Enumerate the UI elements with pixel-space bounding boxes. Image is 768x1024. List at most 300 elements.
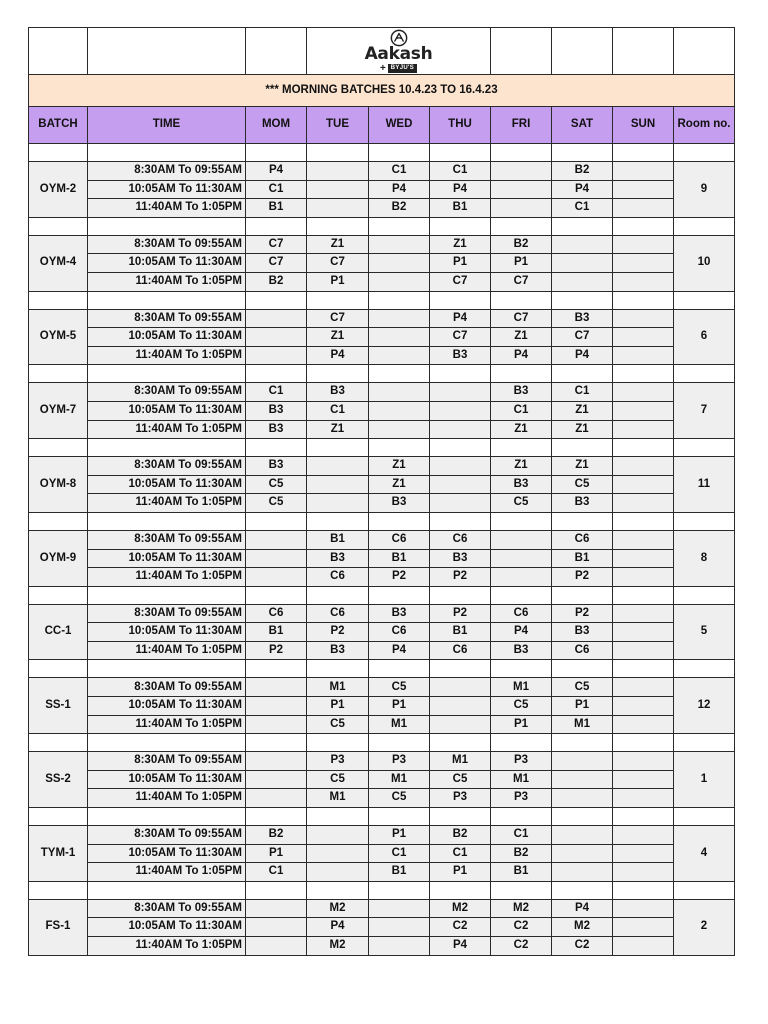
subject-cell-tue: C5	[307, 770, 369, 789]
room-number: 6	[674, 309, 735, 365]
subject-cell-thu: B3	[430, 549, 491, 568]
spacer-cell	[369, 217, 430, 235]
subject-cell-sat: B3	[552, 494, 613, 513]
subject-cell-mom	[246, 752, 307, 771]
subject-cell-wed	[369, 937, 430, 956]
spacer-row	[29, 808, 735, 826]
subject-cell-mom: P2	[246, 641, 307, 660]
subject-cell-fri: B1	[491, 863, 552, 882]
batch-name: FS-1	[29, 899, 88, 955]
subject-cell-sun	[613, 383, 674, 402]
subject-cell-fri: M1	[491, 678, 552, 697]
spacer-cell	[307, 734, 369, 752]
subject-cell-sat	[552, 844, 613, 863]
spacer-cell	[430, 291, 491, 309]
subject-cell-sat: C6	[552, 641, 613, 660]
spacer-cell	[307, 217, 369, 235]
slot-time: 11:40AM To 1:05PM	[88, 863, 246, 882]
subject-cell-sat: P2	[552, 604, 613, 623]
subject-cell-sat: C2	[552, 937, 613, 956]
spacer-cell	[88, 808, 246, 826]
logo-cell	[307, 28, 491, 75]
subject-cell-sun	[613, 715, 674, 734]
spacer-cell	[674, 217, 735, 235]
spacer-cell	[674, 734, 735, 752]
col-header-room: Room no.	[674, 107, 735, 144]
spacer-cell	[491, 808, 552, 826]
subject-cell-thu	[430, 678, 491, 697]
subject-cell-thu	[430, 420, 491, 439]
subject-cell-sun	[613, 568, 674, 587]
spacer-cell	[613, 734, 674, 752]
spacer-cell	[674, 291, 735, 309]
spacer-row	[29, 586, 735, 604]
subject-cell-mom	[246, 770, 307, 789]
spacer-cell	[29, 439, 88, 457]
spacer-cell	[246, 144, 307, 162]
slot-time: 8:30AM To 09:55AM	[88, 309, 246, 328]
subject-cell-mom: B2	[246, 272, 307, 291]
slot-time: 10:05AM To 11:30AM	[88, 401, 246, 420]
subject-cell-sun	[613, 937, 674, 956]
slot-time: 10:05AM To 11:30AM	[88, 770, 246, 789]
slot-time: 10:05AM To 11:30AM	[88, 697, 246, 716]
subject-cell-sat	[552, 254, 613, 273]
subject-cell-wed: P1	[369, 697, 430, 716]
table-row	[29, 826, 735, 845]
subject-cell-wed	[369, 328, 430, 347]
subject-cell-fri: P3	[491, 789, 552, 808]
table-row	[29, 899, 735, 918]
subject-cell-sat	[552, 789, 613, 808]
logo-spacer-cell	[674, 28, 735, 75]
spacer-cell	[246, 660, 307, 678]
table-row	[29, 272, 735, 291]
spacer-row	[29, 512, 735, 530]
subject-cell-fri: B3	[491, 383, 552, 402]
subject-cell-sun	[613, 420, 674, 439]
spacer-cell	[369, 808, 430, 826]
table-row	[29, 494, 735, 513]
batch-name: TYM-1	[29, 826, 88, 882]
subject-cell-fri: M1	[491, 770, 552, 789]
subject-cell-thu: B1	[430, 199, 491, 218]
subject-cell-sat	[552, 272, 613, 291]
subject-cell-wed	[369, 309, 430, 328]
subject-cell-thu	[430, 383, 491, 402]
subject-cell-thu: M1	[430, 752, 491, 771]
spacer-cell	[29, 291, 88, 309]
spacer-cell	[307, 881, 369, 899]
subject-cell-mom	[246, 899, 307, 918]
spacer-cell	[307, 512, 369, 530]
spacer-cell	[430, 365, 491, 383]
spacer-cell	[246, 808, 307, 826]
spacer-cell	[88, 734, 246, 752]
spacer-cell	[246, 365, 307, 383]
subject-cell-thu: P1	[430, 254, 491, 273]
spacer-cell	[491, 586, 552, 604]
spacer-cell	[430, 144, 491, 162]
subject-cell-sun	[613, 272, 674, 291]
spacer-cell	[246, 512, 307, 530]
subject-cell-sun	[613, 309, 674, 328]
spacer-cell	[369, 586, 430, 604]
spacer-row	[29, 144, 735, 162]
subject-cell-fri: C2	[491, 918, 552, 937]
slot-time: 8:30AM To 09:55AM	[88, 530, 246, 549]
subject-cell-thu: Z1	[430, 235, 491, 254]
subject-cell-tue	[307, 457, 369, 476]
subject-cell-fri: C2	[491, 937, 552, 956]
subject-cell-sat: P4	[552, 346, 613, 365]
subject-cell-thu: C7	[430, 328, 491, 347]
spacer-cell	[674, 512, 735, 530]
spacer-row	[29, 439, 735, 457]
spacer-cell	[88, 881, 246, 899]
spacer-cell	[674, 586, 735, 604]
spacer-cell	[674, 660, 735, 678]
subject-cell-tue: Z1	[307, 235, 369, 254]
subject-cell-mom	[246, 346, 307, 365]
subject-cell-sun	[613, 918, 674, 937]
subject-cell-thu: P2	[430, 568, 491, 587]
batch-name: OYM-9	[29, 530, 88, 586]
spacer-cell	[552, 144, 613, 162]
spacer-cell	[29, 734, 88, 752]
subject-cell-sun	[613, 826, 674, 845]
subject-cell-sat: C5	[552, 678, 613, 697]
subject-cell-tue: P4	[307, 346, 369, 365]
table-row	[29, 752, 735, 771]
spacer-cell	[430, 439, 491, 457]
table-row	[29, 162, 735, 181]
subject-cell-fri	[491, 199, 552, 218]
room-number: 8	[674, 530, 735, 586]
spacer-cell	[430, 808, 491, 826]
subject-cell-mom	[246, 309, 307, 328]
spacer-cell	[88, 291, 246, 309]
subject-cell-mom: B1	[246, 199, 307, 218]
spacer-cell	[88, 144, 246, 162]
subject-cell-sun	[613, 475, 674, 494]
spacer-cell	[88, 365, 246, 383]
spacer-cell	[613, 217, 674, 235]
spacer-cell	[491, 365, 552, 383]
logo-row	[29, 28, 735, 75]
batch-name: OYM-4	[29, 235, 88, 291]
subject-cell-fri: C1	[491, 826, 552, 845]
spacer-cell	[369, 144, 430, 162]
title-row	[29, 75, 735, 107]
spacer-row	[29, 291, 735, 309]
subject-cell-thu: B2	[430, 826, 491, 845]
subject-cell-wed: C1	[369, 844, 430, 863]
spacer-cell	[430, 881, 491, 899]
subject-cell-tue: C1	[307, 401, 369, 420]
subject-cell-sat: C5	[552, 475, 613, 494]
table-row	[29, 770, 735, 789]
logo-spacer-cell	[491, 28, 552, 75]
subject-cell-mom	[246, 530, 307, 549]
subject-cell-thu: C2	[430, 918, 491, 937]
room-number: 10	[674, 235, 735, 291]
subject-cell-sat	[552, 826, 613, 845]
spacer-row	[29, 217, 735, 235]
subject-cell-sat	[552, 770, 613, 789]
spacer-cell	[369, 365, 430, 383]
subject-cell-tue	[307, 199, 369, 218]
col-header-thu: THU	[430, 107, 491, 144]
subject-cell-sat: B3	[552, 623, 613, 642]
subject-cell-wed	[369, 254, 430, 273]
subject-cell-tue	[307, 826, 369, 845]
spacer-cell	[29, 660, 88, 678]
subject-cell-sun	[613, 789, 674, 808]
table-row	[29, 457, 735, 476]
slot-time: 10:05AM To 11:30AM	[88, 549, 246, 568]
table-row	[29, 789, 735, 808]
subject-cell-mom: C5	[246, 494, 307, 513]
table-row	[29, 530, 735, 549]
subject-cell-sun	[613, 770, 674, 789]
brand-plus: +	[379, 62, 386, 74]
spacer-cell	[29, 512, 88, 530]
spacer-cell	[246, 586, 307, 604]
subject-cell-thu	[430, 457, 491, 476]
subject-cell-mom	[246, 789, 307, 808]
slot-time: 8:30AM To 09:55AM	[88, 678, 246, 697]
batch-name: SS-2	[29, 752, 88, 808]
col-header-fri: FRI	[491, 107, 552, 144]
batch-name: CC-1	[29, 604, 88, 660]
slot-time: 11:40AM To 1:05PM	[88, 494, 246, 513]
subject-cell-mom: P4	[246, 162, 307, 181]
table-row	[29, 937, 735, 956]
table-row	[29, 420, 735, 439]
spacer-cell	[613, 586, 674, 604]
subject-cell-wed: B2	[369, 199, 430, 218]
slot-time: 8:30AM To 09:55AM	[88, 383, 246, 402]
spacer-cell	[369, 439, 430, 457]
table-row	[29, 844, 735, 863]
spacer-cell	[246, 734, 307, 752]
slot-time: 8:30AM To 09:55AM	[88, 162, 246, 181]
table-row	[29, 623, 735, 642]
room-number: 4	[674, 826, 735, 882]
spacer-cell	[29, 808, 88, 826]
slot-time: 10:05AM To 11:30AM	[88, 254, 246, 273]
subject-cell-sat: Z1	[552, 401, 613, 420]
subject-cell-thu: C6	[430, 641, 491, 660]
spacer-cell	[613, 808, 674, 826]
subject-cell-sun	[613, 162, 674, 181]
subject-cell-sat: C7	[552, 328, 613, 347]
brand-logo	[307, 29, 490, 73]
subject-cell-fri	[491, 162, 552, 181]
subject-cell-mom	[246, 715, 307, 734]
table-row	[29, 715, 735, 734]
subject-cell-sun	[613, 530, 674, 549]
subject-cell-mom: B3	[246, 457, 307, 476]
subject-cell-tue: B3	[307, 383, 369, 402]
col-header-sun: SUN	[613, 107, 674, 144]
subject-cell-thu: B3	[430, 346, 491, 365]
brand-sub	[380, 64, 417, 73]
subject-cell-thu: B1	[430, 623, 491, 642]
spacer-row	[29, 734, 735, 752]
subject-cell-fri: B2	[491, 844, 552, 863]
subject-cell-mom	[246, 678, 307, 697]
subject-cell-sat: B2	[552, 162, 613, 181]
subject-cell-wed: B1	[369, 863, 430, 882]
subject-cell-sun	[613, 346, 674, 365]
spacer-cell	[674, 144, 735, 162]
subject-cell-thu: P2	[430, 604, 491, 623]
logo-spacer-cell	[29, 28, 88, 75]
spacer-cell	[369, 512, 430, 530]
subject-cell-tue	[307, 494, 369, 513]
subject-cell-thu: C7	[430, 272, 491, 291]
spacer-cell	[613, 660, 674, 678]
batch-name: OYM-8	[29, 457, 88, 513]
table-row	[29, 235, 735, 254]
subject-cell-tue: P4	[307, 918, 369, 937]
slot-time: 8:30AM To 09:55AM	[88, 826, 246, 845]
spacer-row	[29, 660, 735, 678]
spacer-cell	[552, 808, 613, 826]
subject-cell-sat: P4	[552, 180, 613, 199]
spacer-cell	[491, 439, 552, 457]
table-row	[29, 549, 735, 568]
table-row	[29, 254, 735, 273]
batch-name: OYM-2	[29, 162, 88, 218]
subject-cell-wed	[369, 272, 430, 291]
room-number: 5	[674, 604, 735, 660]
subject-cell-mom	[246, 568, 307, 587]
subject-cell-wed: B3	[369, 494, 430, 513]
subject-cell-fri	[491, 568, 552, 587]
spacer-cell	[491, 660, 552, 678]
subject-cell-mom: P1	[246, 844, 307, 863]
subject-cell-mom: B2	[246, 826, 307, 845]
spacer-cell	[613, 512, 674, 530]
subject-cell-tue	[307, 162, 369, 181]
spacer-cell	[552, 881, 613, 899]
spacer-cell	[674, 439, 735, 457]
spacer-cell	[552, 586, 613, 604]
subject-cell-sat	[552, 863, 613, 882]
subject-cell-mom: C7	[246, 235, 307, 254]
spacer-cell	[88, 439, 246, 457]
slot-time: 8:30AM To 09:55AM	[88, 752, 246, 771]
subject-cell-fri: Z1	[491, 420, 552, 439]
slot-time: 10:05AM To 11:30AM	[88, 623, 246, 642]
col-header-sat: SAT	[552, 107, 613, 144]
slot-time: 10:05AM To 11:30AM	[88, 918, 246, 937]
subject-cell-fri: P4	[491, 623, 552, 642]
subject-cell-wed: Z1	[369, 457, 430, 476]
brand-name: Aakash	[364, 44, 433, 64]
subject-cell-sat	[552, 235, 613, 254]
table-row	[29, 697, 735, 716]
subject-cell-sun	[613, 199, 674, 218]
subject-cell-mom: B1	[246, 623, 307, 642]
subject-cell-sat: P4	[552, 899, 613, 918]
spacer-cell	[491, 144, 552, 162]
subject-cell-tue: C6	[307, 568, 369, 587]
spacer-cell	[307, 365, 369, 383]
subject-cell-mom	[246, 937, 307, 956]
slot-time: 10:05AM To 11:30AM	[88, 475, 246, 494]
spacer-cell	[369, 881, 430, 899]
subject-cell-thu	[430, 494, 491, 513]
spacer-cell	[552, 365, 613, 383]
spacer-cell	[29, 217, 88, 235]
subject-cell-tue: Z1	[307, 328, 369, 347]
subject-cell-wed	[369, 383, 430, 402]
batch-name: SS-1	[29, 678, 88, 734]
spacer-cell	[430, 660, 491, 678]
subject-cell-thu: P1	[430, 863, 491, 882]
subject-cell-mom: C7	[246, 254, 307, 273]
slot-time: 8:30AM To 09:55AM	[88, 457, 246, 476]
room-number: 1	[674, 752, 735, 808]
subject-cell-wed: C5	[369, 678, 430, 697]
subject-cell-fri	[491, 549, 552, 568]
table-row	[29, 604, 735, 623]
subject-cell-sun	[613, 328, 674, 347]
subject-cell-sun	[613, 863, 674, 882]
room-number: 2	[674, 899, 735, 955]
subject-cell-fri: Z1	[491, 457, 552, 476]
spacer-cell	[430, 217, 491, 235]
col-header-tue: TUE	[307, 107, 369, 144]
subject-cell-fri: M2	[491, 899, 552, 918]
spacer-cell	[674, 808, 735, 826]
spacer-cell	[307, 808, 369, 826]
spacer-cell	[613, 365, 674, 383]
subject-cell-mom	[246, 328, 307, 347]
subject-cell-wed	[369, 401, 430, 420]
subject-cell-sat: P1	[552, 697, 613, 716]
spacer-cell	[29, 881, 88, 899]
subject-cell-sat: P2	[552, 568, 613, 587]
subject-cell-wed	[369, 899, 430, 918]
subject-cell-wed: P4	[369, 641, 430, 660]
col-header-batch: BATCH	[29, 107, 88, 144]
table-row	[29, 401, 735, 420]
slot-time: 11:40AM To 1:05PM	[88, 272, 246, 291]
slot-time: 11:40AM To 1:05PM	[88, 641, 246, 660]
column-header-row	[29, 107, 735, 144]
subject-cell-tue: B1	[307, 530, 369, 549]
room-number: 9	[674, 162, 735, 218]
subject-cell-tue: M2	[307, 937, 369, 956]
subject-cell-wed	[369, 420, 430, 439]
subject-cell-thu: C5	[430, 770, 491, 789]
subject-cell-tue: C7	[307, 309, 369, 328]
spacer-cell	[307, 439, 369, 457]
subject-cell-tue: P1	[307, 697, 369, 716]
subject-cell-tue: Z1	[307, 420, 369, 439]
subject-cell-sun	[613, 235, 674, 254]
subject-cell-sat: Z1	[552, 420, 613, 439]
subject-cell-sat: C1	[552, 383, 613, 402]
slot-time: 11:40AM To 1:05PM	[88, 789, 246, 808]
subject-cell-thu	[430, 715, 491, 734]
slot-time: 8:30AM To 09:55AM	[88, 899, 246, 918]
